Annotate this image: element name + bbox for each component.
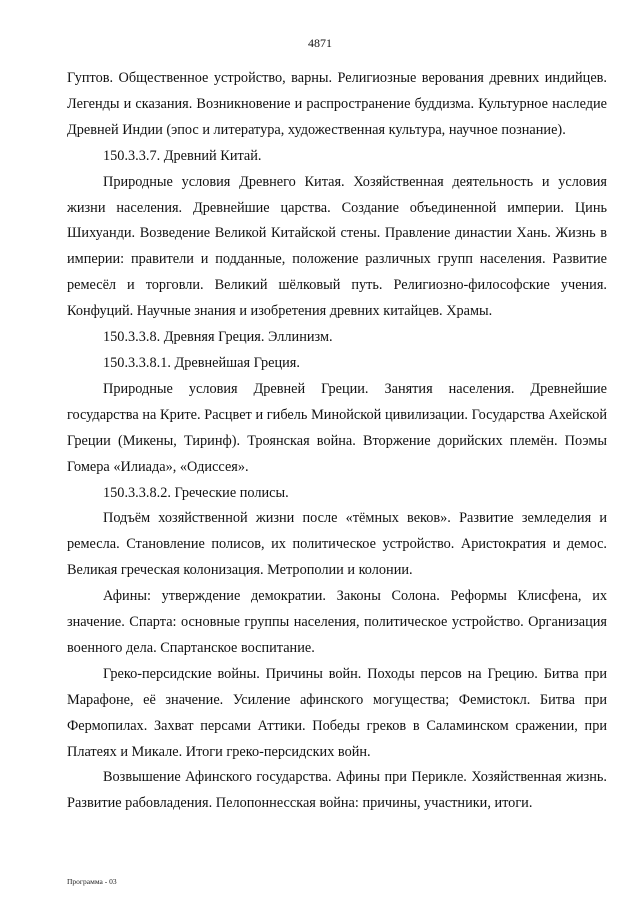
paragraph-poleis-economy: Подъём хозяйственной жизни после «тёмных веков». Развитие земледелия и ремесла. Становление полисов, их политическое устройство. Аристократия и демос. Великая греческая колонизация. Метрополии и колонии. xyxy=(67,510,607,579)
section-heading-earliest-greece: 150.3.3.8.1. Древнейшая Греция. xyxy=(103,354,300,371)
section-heading-ancient-china: 150.3.3.7. Древний Китай. xyxy=(103,147,262,164)
paragraph-earliest-greece: Природные условия Древней Греции. Занятия населения. Древнейшие государства на Крите. Расцвет и гибель Минойской цивилизации. Государства Ахейской Греции (Микены, Тиринф). Троянская война. Вторжение дорийских племён. Поэмы Гомера «Илиада», «Одиссея». xyxy=(67,380,607,475)
document-body xyxy=(67,66,607,817)
section-heading-ancient-greece: 150.3.3.8. Древняя Греция. Эллинизм. xyxy=(103,329,333,346)
paragraph-athens-sparta: Афины: утверждение демократии. Законы Солона. Реформы Клисфена, их значение. Спарта: основные группы населения, политическое устройство. Организация военного дела. Спартанское воспитание. xyxy=(67,588,607,656)
paragraph-greco-persian-wars: Греко-персидские войны. Причины войн. Походы персов на Грецию. Битва при Марафоне, её значение. Усиление афинского могущества; Фемистокл. Битва при Фермопилах. Захват персами Аттики. Победы греков в Саламинском сражении, при Платеях и Микале. Итоги греко-персидских войн. xyxy=(67,665,607,760)
section-heading-greek-poleis: 150.3.3.8.2. Греческие полисы. xyxy=(103,484,289,501)
footer-label: Программа - 03 xyxy=(67,877,117,886)
paragraph-ancient-china: Природные условия Древнего Китая. Хозяйственная деятельность и условия жизни населения. Древнейшие царства. Создание объединенной империи. Цинь Шихуанди. Возведение Великой Китайской стены. Правление династии Хань. Жизнь в империи: правители и подданные, положение различных групп населения. Развитие ремесёл и торговли. Великий шёлковый путь. Религиозно-философские учения. Конфуций. Научные знания и изобретения древних китайцев. Храмы. xyxy=(67,173,607,320)
paragraph-continuation: Гуптов. Общественное устройство, варны. Религиозные верования древних индийцев. Легенды и сказания. Возникновение и распространение буддизма. Культурное наследие Древней Индии (эпос и литература, художественная культура, научное познание). xyxy=(67,70,607,138)
paragraph-athenian-rise: Возвышение Афинского государства. Афины при Перикле. Хозяйственная жизнь. Развитие рабовладения. Пелопоннесская война: причины, участники, итоги. xyxy=(67,769,607,812)
page-number: 4871 xyxy=(308,36,332,50)
